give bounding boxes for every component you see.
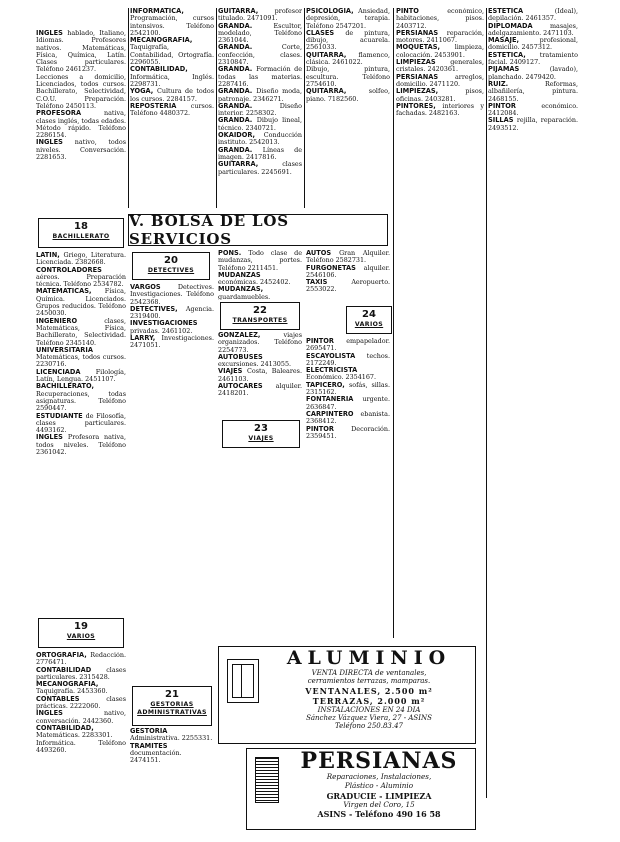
ad-text: de pintura, dibujo, acuarela. 2561033. <box>306 28 390 52</box>
classified-ad <box>488 52 578 67</box>
classified-ad <box>130 103 214 118</box>
ad-text: Informática. Teléfono 4493260. <box>36 738 126 754</box>
classified-ad <box>130 37 214 66</box>
classified-ad <box>488 23 578 38</box>
ad-heading: MUDANZAS, <box>218 285 264 294</box>
ad-heading: MATEMATICAS, <box>36 287 105 296</box>
ad-text: Diseño interior. 2258302. <box>218 101 302 118</box>
ad-text: Diseño moda, patronaje. 2346271. <box>218 87 302 103</box>
classified-ad <box>36 252 126 267</box>
ad-heading: TAPICERO, <box>306 380 349 389</box>
ad-text: flamenco, clásica. 2461022. <box>306 50 390 67</box>
window-frame-icon <box>227 659 259 703</box>
classified-ad <box>36 110 126 139</box>
column-6 <box>488 8 578 788</box>
bolsa-servicios-banner: V. BOLSA DE LOS SERVICIOS <box>128 214 388 246</box>
ad-heading: PROFESORA <box>36 109 104 118</box>
ad-text: Investigaciones. 2471051. <box>130 334 214 350</box>
section-title: VARIOS <box>66 633 96 640</box>
column-1-bottom <box>36 652 126 802</box>
ad-text: arreglos, domicilio. 2471120. <box>396 72 484 88</box>
ad-heading: GUITARRA, <box>218 8 275 15</box>
ad-text: clases, Matemáticas, Física, Bachillerato, Selectividad. Teléfono 2345140. <box>36 316 126 347</box>
ad-text: Lecciones a domicilio, Licenciados, todos cursos. Bachillerato, Selectividad, C.O.U. Preparación. Teléfono 2450113. <box>36 72 126 110</box>
classified-ad <box>396 8 484 30</box>
classified-ad <box>218 88 302 103</box>
ad-text: nativa, clases inglés, todas edades. Método rápido. Teléfono 2286154. <box>36 109 126 140</box>
column-rule <box>304 8 305 208</box>
aluminio-line: VENTA DIRECTA de ventanales, <box>311 669 427 677</box>
aluminio-phone: Teléfono 250.83.47 <box>334 722 404 731</box>
classified-ad <box>218 117 302 132</box>
classified-ad <box>306 426 390 441</box>
ad-heading: ESTETICA, <box>488 50 540 59</box>
ad-text: Conducción instituto. 2542013. <box>218 131 302 147</box>
section-title: GESTORIAS ADMINISTRATIVAS <box>137 701 207 716</box>
persianas-line: Virgen del Coro, 15 <box>343 799 415 809</box>
section-title: TRANSPORTES <box>232 317 288 324</box>
classified-ad <box>36 139 126 161</box>
classified-ad <box>36 681 126 696</box>
ad-heading: LATIN, <box>36 252 64 259</box>
aluminio-line: Sánchez Vázquez Viera, 27 - ASINS <box>306 713 432 722</box>
classified-ad <box>306 382 390 397</box>
ad-heading: AUTOBUSES <box>218 352 263 361</box>
ad-text: Recuperaciones, todas asignaturas. Teléfono 2590447. <box>36 389 126 413</box>
ad-heading: QUITARRA, <box>306 87 369 96</box>
ad-text: de Filosofía, clases particulares. 4493162. <box>36 411 126 435</box>
ad-text: Agencia. 2319400. <box>130 304 214 321</box>
classified-ad <box>218 272 302 287</box>
section-title: DETECTIVES <box>147 267 195 274</box>
ad-text: nativo, todos niveles. Conversación. 2281653. <box>36 138 126 162</box>
section-number: 24 <box>362 309 376 320</box>
ad-text: masajes, adelgazamiento. 2471103. <box>488 21 578 37</box>
ad-text: Dibujo, pintura, escultura. Teléfono 2754610. <box>306 65 390 88</box>
classified-ad <box>130 335 214 350</box>
ad-heading: REPOSTERIA <box>130 101 191 110</box>
ad-text: viajes organizados. Teléfono 2254773. <box>218 332 302 354</box>
classified-ad <box>218 44 302 66</box>
ad-heading: LIMPIEZAS, <box>396 87 466 96</box>
persianas-line: Reparaciones, Instalaciones, <box>326 772 432 781</box>
ad-heading: CLASES <box>306 28 346 37</box>
ad-heading: LICENCIADA <box>36 367 96 376</box>
ad-heading: ORTOGRAFIA, <box>36 652 91 659</box>
ad-text: Aeropuerto. 2553022. <box>306 278 390 294</box>
ad-text: ebanista. 2368412. <box>306 409 390 426</box>
classified-ad <box>306 52 390 67</box>
ad-text: Gran Alquiler. Teléfono 2582731. <box>306 250 390 265</box>
classified-ad <box>218 103 302 118</box>
ad-text: Todo clase de mudanzas, portes. Teléfono 2211451. <box>218 250 302 272</box>
classified-ad <box>396 44 484 59</box>
classified-ad <box>130 728 214 743</box>
ad-heading: CONTABILIDAD, <box>36 723 94 732</box>
classified-ad <box>306 30 390 52</box>
classified-ad <box>218 332 302 354</box>
ad-heading: LARRY, <box>130 334 162 343</box>
ad-text: generales, cristales. 2420361. <box>396 58 484 74</box>
classified-ad <box>488 81 578 103</box>
section-number: 21 <box>165 689 179 700</box>
column-3-transportes <box>218 332 302 414</box>
ad-text: Profesora nativa, todos niveles. Teléfono 2361042. <box>36 433 126 457</box>
ad-heading: PINTOR <box>306 424 352 433</box>
section-22-transportes <box>220 302 300 330</box>
section-number: 23 <box>254 423 268 434</box>
ad-heading: CARPINTERO <box>306 409 361 418</box>
column-4-varios <box>306 338 390 644</box>
ad-text: hablado, Italiano, Idiomas. Profesores nativos. Matemáticas, Física, Química, Latín. Clases particulares. Teléfono 2461237. <box>36 30 126 74</box>
classified-ad <box>218 250 302 272</box>
ad-heading: INGLES <box>36 709 104 718</box>
persianas-brand: GRADUCIE - LIMPIEZA <box>326 790 432 801</box>
ad-text: Escultor, modelado, Teléfono 2361044. <box>218 21 302 45</box>
classified-ad <box>218 66 302 88</box>
ad-heading: GRANDA. <box>218 145 263 154</box>
ad-text: interiores y fachadas. 2482163. <box>396 101 484 118</box>
column-2-gestorias <box>130 728 214 804</box>
ad-text: Programación, cursos intensivos. Teléfono 2542100. <box>130 14 214 37</box>
ad-text: cursos. Teléfono 4480372. <box>130 101 214 118</box>
classified-ad <box>218 368 302 383</box>
ad-heading: MOQUETAS, <box>396 43 455 52</box>
ad-heading: INFORMATICA, <box>130 8 184 15</box>
classified-ad <box>306 265 390 280</box>
ad-text: alquiler. 2418201. <box>218 382 302 398</box>
ad-heading: CONTROLADORES <box>36 265 102 274</box>
ad-heading: QUITARRA, <box>306 50 359 59</box>
section-number: 19 <box>74 621 88 632</box>
column-4-autos <box>306 250 390 306</box>
ad-text: privadas. 2461102. <box>130 326 193 335</box>
classified-ad <box>36 30 126 74</box>
ad-heading: GRANDA. <box>218 43 282 52</box>
column-3-viajes <box>218 452 302 642</box>
section-number: 22 <box>253 305 267 316</box>
column-rule <box>393 8 394 638</box>
classified-ad <box>36 288 126 317</box>
classified-ad <box>218 8 302 23</box>
ad-text: Filología, Latín, Lengua. 2451107. <box>36 367 126 384</box>
ad-heading: INGLES <box>36 30 68 37</box>
classified-ad <box>130 320 214 335</box>
ad-text: empapelador. 2695471. <box>306 338 390 353</box>
ad-text: pisos, oficinas. 2403281. <box>396 87 484 103</box>
ad-heading: MECANOGRAFIA, <box>130 36 193 45</box>
ad-heading: PINTO <box>396 8 448 15</box>
ad-heading: GRANDA. <box>218 87 257 96</box>
ad-heading: INGLES <box>36 138 75 147</box>
classified-ad <box>488 117 578 132</box>
ad-heading: CONTABILIDAD <box>36 665 107 674</box>
ad-heading: AUTOS <box>306 250 340 257</box>
column-3-top <box>218 8 302 204</box>
classified-ad <box>36 267 126 289</box>
ad-heading: DIPLOMADA <box>488 21 550 30</box>
persianas-title: PERSIANAS <box>300 748 458 774</box>
ad-heading: TRAMITES <box>130 741 168 750</box>
ad-text: Griego, Literatura. Licenciada. 2382668. <box>36 252 126 267</box>
section-21-gestorias <box>132 686 212 726</box>
ad-heading: ESTUDIANTE <box>36 411 86 420</box>
classified-ad <box>36 383 126 412</box>
blind-icon <box>255 757 279 803</box>
classified-ad <box>130 66 214 88</box>
ad-heading: PERSIANAS <box>396 72 455 81</box>
classified-ad <box>306 66 390 88</box>
ad-text: Taquigrafía, Contabilidad, Ortografía. 2296055. <box>130 43 214 67</box>
ad-text: Costa, Baleares. 2461103. <box>218 367 302 383</box>
ad-heading: VIAJES <box>218 367 247 376</box>
ad-heading: GRANDA. <box>218 116 257 125</box>
classified-ad <box>306 8 390 30</box>
ad-heading: PERSIANAS <box>396 28 447 37</box>
classified-ad <box>36 725 126 740</box>
ad-text: económico, habitaciones, pisos. 2403712. <box>396 8 484 30</box>
ad-text: tratamiento facial. 2409127. <box>488 50 578 67</box>
ad-heading: FURGONETAS <box>306 263 364 272</box>
ad-heading: INGLES <box>36 433 68 442</box>
ad-heading: AUTOCARES <box>218 382 276 391</box>
section-23-viajes <box>222 420 300 448</box>
classified-ad <box>130 88 214 103</box>
ad-text: documentación. 2474151. <box>130 748 182 765</box>
ad-heading: CONTABILIDAD, <box>130 65 188 74</box>
persianas-advertisement <box>246 748 476 830</box>
classified-ad <box>130 8 214 37</box>
classified-ad <box>130 306 214 321</box>
ad-heading: PSICOLOGIA, <box>306 8 359 15</box>
ad-text: Física, Química. Licenciados. Grupos reducidos. Teléfono 2450030. <box>36 287 126 318</box>
classified-ad <box>36 434 126 456</box>
classified-ad <box>218 132 302 147</box>
persianas-line: Plástico - Aluminio <box>344 780 414 790</box>
ad-text: techos. 2172249. <box>306 351 390 367</box>
column-rule <box>216 8 217 208</box>
ad-text: reparación, motores. 2411067. <box>396 28 484 45</box>
classified-ad <box>36 413 126 435</box>
ad-text: limpieza, colocación. 2453901. <box>396 43 484 59</box>
classified-ad <box>306 353 390 368</box>
ad-text: excursiones. 2413055. <box>218 360 292 369</box>
persianas-phone: ASINS - Teléfono 490 16 58 <box>317 809 441 820</box>
aluminio-line: INSTALACIONES EN 24 DIA <box>317 705 421 714</box>
classified-ad <box>218 383 302 398</box>
column-rule <box>486 8 487 798</box>
ad-text: Administrativa. 2255331. <box>130 734 213 743</box>
ad-text: rejilla, reparación. 2493512. <box>488 116 578 132</box>
ad-text: clases prácticas. 2222060. <box>36 694 126 711</box>
ad-text: Corte, confección, clases. 2310847. <box>218 43 302 67</box>
aluminio-title: ALUMINIO <box>286 647 452 669</box>
ad-text: Cultura de todos los cursos. 2284157. <box>130 87 214 103</box>
classified-ad <box>306 396 390 411</box>
ad-heading: PINTOR <box>306 338 347 345</box>
ad-heading: CONTABLES <box>36 694 107 703</box>
ad-text: Detectives. Investigaciones. Teléfono 2542368. <box>130 284 214 306</box>
ad-text: profesional, domicilio. 2457312. <box>488 36 578 52</box>
ad-text: profesor titulado. 2471091. <box>218 8 302 23</box>
ad-heading: PONS. <box>218 250 249 257</box>
ad-text: Informática, Inglés. 2298731. <box>130 72 214 88</box>
ad-text: económicas. 2452402. <box>218 278 291 287</box>
ad-text: Decoración. 2359451. <box>306 424 390 440</box>
classified-ad <box>306 250 390 265</box>
ad-text: Económico. 2354167. <box>306 373 377 382</box>
ad-heading: VARGOS <box>130 284 178 291</box>
ad-text: alquiler. 2546106. <box>306 263 390 279</box>
section-number: 18 <box>74 221 88 232</box>
aluminio-advertisement <box>218 646 476 744</box>
classified-ad <box>306 367 390 382</box>
ad-text: Redacción. 2776471. <box>36 652 126 667</box>
classified-ad <box>36 652 126 667</box>
ad-text: Líneas de imagen. 2417816. <box>218 145 302 161</box>
ad-heading: RUIZ. <box>488 79 545 88</box>
ad-heading: PINTORES, <box>396 101 443 110</box>
ad-text: Matemáticas. 2283301. <box>36 731 113 740</box>
ad-heading: DETECTIVES, <box>130 304 186 313</box>
column-1-mid <box>36 252 126 612</box>
ad-text: nativo, conversación. 2442360. <box>36 709 126 725</box>
classified-ad <box>218 147 302 162</box>
ad-heading: LIMPIEZAS <box>396 58 451 67</box>
ad-text: Matemáticas, todos cursos. 2230716. <box>36 353 126 369</box>
column-2-top <box>130 8 214 204</box>
ad-text: Ansiedad, depresión, terapia. Teléfono 2547201. <box>306 8 390 30</box>
ad-text: clases particulares. 2245691. <box>218 160 302 176</box>
classified-ad <box>36 667 126 682</box>
column-4-top <box>306 8 390 204</box>
section-title: VIAJES <box>248 435 274 442</box>
ad-text: sofás, sillas. 2315162. <box>306 380 390 397</box>
classified-ad <box>396 30 484 45</box>
ad-text: Dibujo lineal, técnico. 2340721. <box>218 116 302 132</box>
ad-text: aéreos. Preparación técnica. Teléfono 2534782. <box>36 272 126 289</box>
classified-ad <box>306 279 390 294</box>
classified-ad <box>218 286 302 300</box>
classified-ad <box>396 74 484 89</box>
classified-ad <box>218 23 302 45</box>
ad-text: Reformas, albañilería, pintura. 2468155. <box>488 79 578 103</box>
ad-heading: BACHILLERATO, <box>36 382 94 391</box>
ad-heading: MUDANZAS <box>218 270 261 279</box>
classified-ad <box>36 696 126 711</box>
classified-ad <box>36 347 126 369</box>
column-1-top <box>36 30 126 212</box>
aluminio-line: VENTANALES, 2.500 m² <box>305 685 433 696</box>
classified-ad <box>488 8 578 23</box>
classified-ad <box>130 743 214 765</box>
ad-text: solfeo, piano. 7182560. <box>306 87 390 103</box>
section-title: VARIOS <box>354 321 384 328</box>
classified-ad <box>396 88 484 103</box>
ad-heading: YOGA, <box>130 87 157 96</box>
section-19-varios <box>38 618 124 648</box>
ad-heading: PINTOR <box>488 101 542 110</box>
ad-heading: UNIVERSITARIA <box>36 345 93 354</box>
ad-text: (Ideal), depilación. 2461357. <box>488 8 578 23</box>
classified-ad <box>218 354 302 369</box>
ad-heading: TAXIS <box>306 278 352 287</box>
classified-ad <box>488 37 578 52</box>
classified-ad <box>218 161 302 176</box>
ad-text: (lavado), planchado. 2479420. <box>488 65 578 81</box>
classified-ad <box>306 411 390 426</box>
classified-ad <box>396 103 484 118</box>
classified-ad <box>306 338 390 353</box>
ad-heading: MECANOGRAFIA, <box>36 680 99 689</box>
ad-heading: GUITARRA, <box>218 160 283 169</box>
ad-text: clases particulares. 2315428. <box>36 665 126 681</box>
classified-ad <box>36 74 126 110</box>
column-rule <box>128 8 129 208</box>
section-24-varios <box>346 306 392 334</box>
ad-heading: FONTANERIA <box>306 395 363 404</box>
ad-heading: ELECTRICISTA <box>306 366 358 375</box>
classified-ad <box>488 103 578 118</box>
ad-heading: GRANDA. <box>218 21 274 30</box>
ad-text: económico. 2412084. <box>488 101 578 118</box>
ad-text: Formación de todas las materias. 2287416. <box>218 65 302 88</box>
classified-ad <box>396 59 484 74</box>
ad-text: guardamuebles. <box>218 292 271 300</box>
section-title: BACHILLERATO <box>52 233 110 240</box>
ad-text: urgente. 2636847. <box>306 395 390 411</box>
ad-heading: INVESTIGACIONES <box>130 319 198 328</box>
classified-ad <box>36 710 126 725</box>
ad-heading: ESTETICA <box>488 8 555 15</box>
ad-heading: GONZALEZ, <box>218 332 284 339</box>
classified-ad <box>36 318 126 347</box>
section-20-detectives <box>132 252 210 280</box>
ad-heading: PIJAMAS <box>488 65 550 74</box>
column-3-transportes-intro <box>218 250 302 300</box>
ad-heading: MASAJE, <box>488 36 540 45</box>
classified-ad <box>36 369 126 384</box>
ad-heading: GRANDA. <box>218 65 257 74</box>
ad-heading: INGENIERO <box>36 316 105 325</box>
classified-ad <box>130 284 214 306</box>
ad-heading: SILLAS <box>488 116 517 125</box>
classified-ad <box>36 740 126 755</box>
ad-text: Taquigrafía. 2453360. <box>36 687 108 696</box>
section-number: 20 <box>164 255 178 266</box>
classified-ad <box>306 88 390 103</box>
ad-heading: OKAIDOR, <box>218 131 264 140</box>
ad-heading: ESCAYOLISTA <box>306 351 367 360</box>
section-18-bachillerato <box>38 218 124 248</box>
column-5 <box>396 8 484 628</box>
aluminio-line: TERRAZAS, 2.000 m² <box>312 695 426 706</box>
ad-heading: GESTORIA <box>130 728 168 735</box>
column-2-detectives <box>130 284 214 664</box>
aluminio-line: cerramientos terrazas, mamparas. <box>307 677 431 686</box>
classified-ad <box>488 66 578 81</box>
ad-heading: GRANDA. <box>218 101 280 110</box>
